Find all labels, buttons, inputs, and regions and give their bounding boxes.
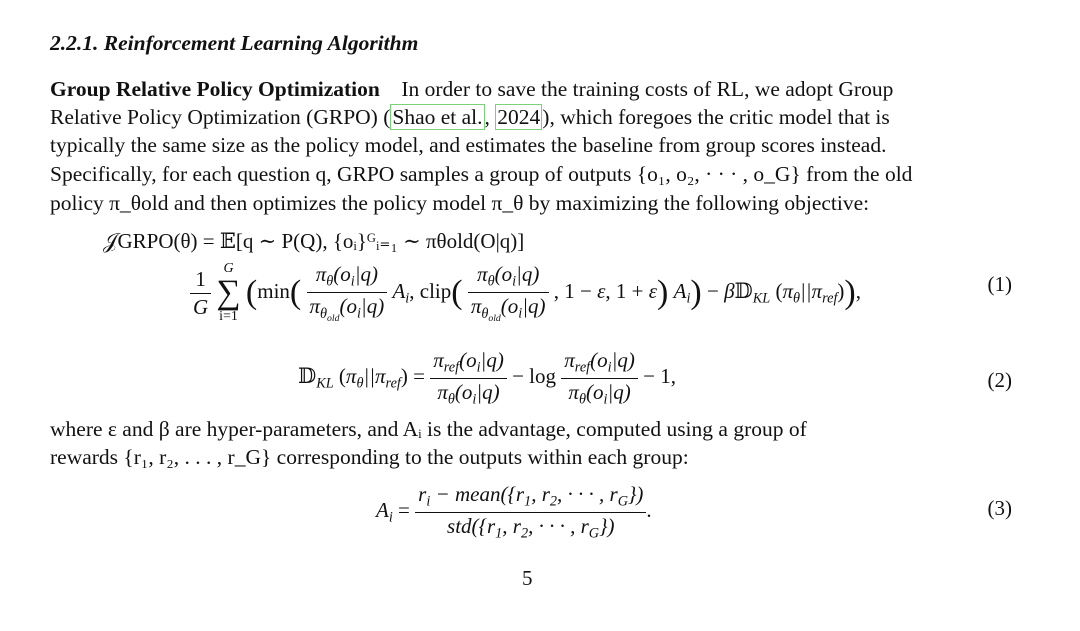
equation-3-number: (3): [987, 496, 1012, 520]
citation-link-year[interactable]: 2024: [497, 105, 541, 129]
paragraph-text: Relative Policy Optimization (GRPO) (: [50, 105, 391, 129]
equation-1-objective-head: 𝒥GRPO(θ) = 𝔼[q ∼ P(Q), {oᵢ}ᴳᵢ₌₁ ∼ πθold(O|q)]: [103, 229, 525, 253]
runin-title: Group Relative Policy Optimization: [50, 77, 380, 101]
paragraph-text: In order to save the training costs of RL, we adopt Group: [401, 77, 894, 101]
citation-link-author[interactable]: Shao et al.: [392, 105, 483, 129]
ratio-fraction-clip: $\frac{\pi_\theta(o_i|q)}{\pi_{\theta_{old}}(o_i|q)}$: [468, 262, 549, 323]
equation-1-body: $\frac{1}{G}$ G ∑ i=1 (min( $\frac{\pi_\theta(o_i|q)}{\pi_{\theta_{old}}(o_i|q)}$ $A_i$, clip( $\frac{\pi_\theta(o_i|q)}{\pi_{\theta_{old}}(o_i|q)}$ , 1 − ε, 1 + ε) $A_i$) − β𝔻$_{KL}$ $(\pi_\theta||\pi_{ref})$),: [190, 262, 861, 324]
equation-1-number: (1): [987, 272, 1012, 296]
advantage-fraction: $\frac{r_i - mean(\{r_1, r_2, \cdot \cdot \cdot , r_G\})}{std(\{r_1, r_2, \cdot \cdot \cdot , r_G\})}$: [415, 482, 646, 542]
paragraph-line-3: typically the same size as the policy model, and estimates the baseline from group scores instead.: [50, 133, 887, 157]
paragraph-line-2: Relative Policy Optimization (GRPO) (Shao et al., 2024), which foregoes the critic model that is: [50, 105, 890, 129]
paragraph-line-1: [50, 75, 893, 103]
fraction-one-over-g: $\frac{1}{G}$: [190, 267, 211, 320]
paragraph-line-4: Specifically, for each question q, GRPO samples a group of outputs {o₁, o₂, · · · , o_G} from the old: [50, 162, 913, 186]
ratio-fraction: $\frac{\pi_\theta(o_i|q)}{\pi_{\theta_{old}}(o_i|q)}$: [307, 262, 388, 323]
paragraph-text: ), which foregoes the critic model that is: [542, 105, 890, 129]
kl-fraction-1: $\frac{\pi_{ref}(o_i|q)}{\pi_\theta(o_i|q)}$: [430, 348, 507, 408]
equation-2-kl: 𝔻$_{KL}$ $(\pi_\theta||\pi_{ref})$ = $\frac{\pi_{ref}(o_i|q)}{\pi_\theta(o_i|q)}$ − log $\frac{\pi_{ref}(o_i|q)}{\pi_\theta(o_i|q)}$ − 1,: [298, 348, 676, 408]
section-heading: 2.2.1. Reinforcement Learning Algorithm: [50, 31, 419, 55]
paragraph-line-5: policy π_θold and then optimizes the policy model π_θ by maximizing the following objective:: [50, 191, 870, 215]
page-number: 5: [522, 566, 533, 590]
kl-fraction-2: $\frac{\pi_{ref}(o_i|q)}{\pi_\theta(o_i|q)}$: [561, 348, 638, 408]
equation-2-number: (2): [987, 368, 1012, 392]
paragraph2-line-1: where ε and β are hyper-parameters, and Aᵢ is the advantage, computed using a group of: [50, 417, 807, 441]
equation-3-advantage: $A_i$ = $\frac{r_i - mean(\{r_1, r_2, \cdot \cdot \cdot , r_G\})}{std(\{r_1, r_2, \cdot \cdot \cdot , r_G\})}$ .: [376, 482, 652, 542]
paragraph2-line-2: rewards {r₁, r₂, . . . , r_G} corresponding to the outputs within each group:: [50, 445, 689, 469]
sum-symbol: G ∑ i=1: [216, 261, 241, 324]
